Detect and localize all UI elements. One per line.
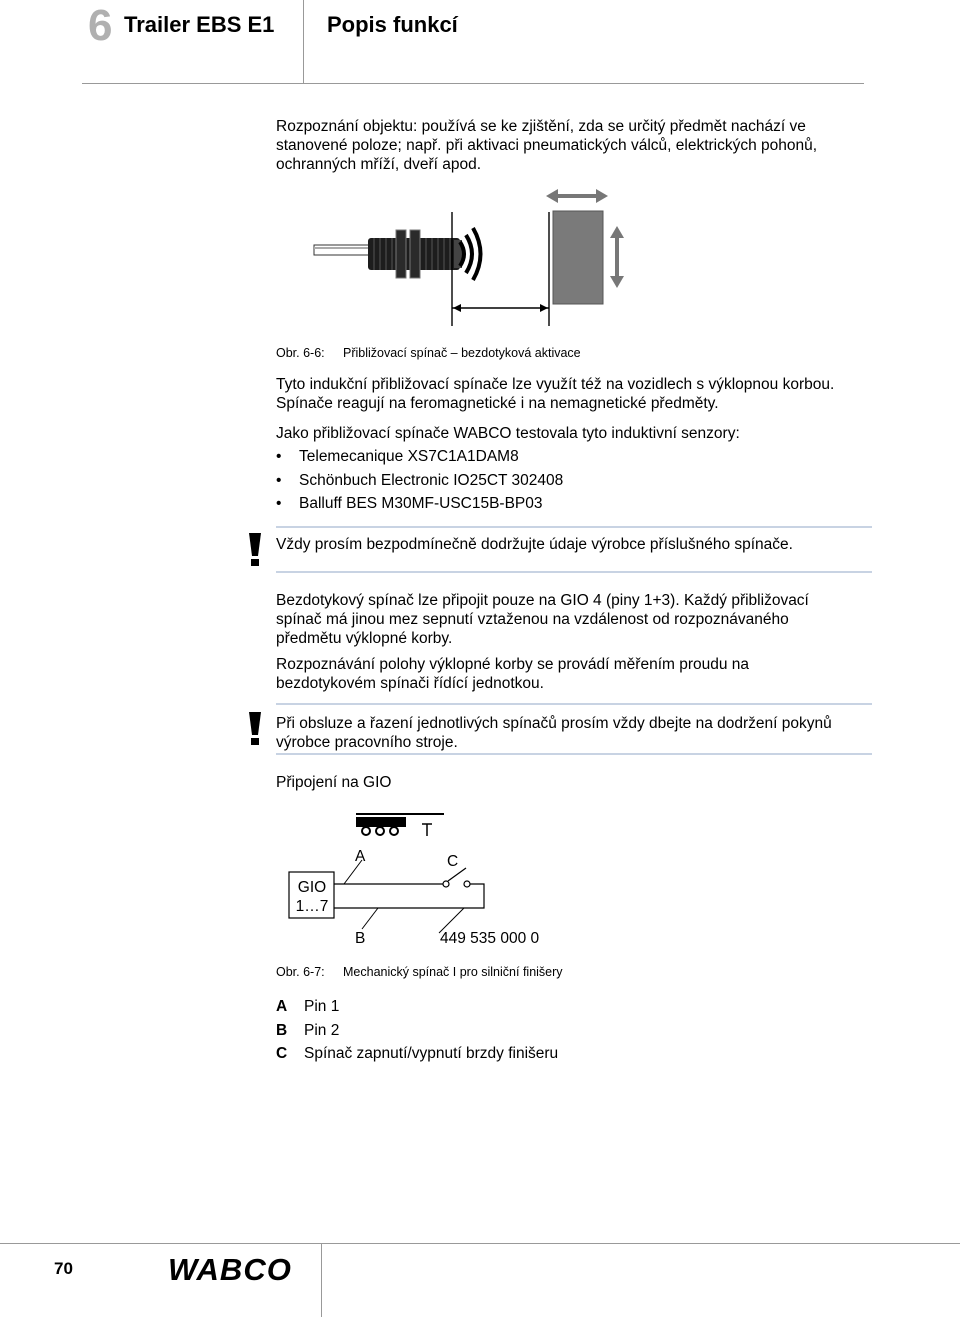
connection-heading: Připojení na GIO	[276, 774, 392, 791]
legend-item	[276, 997, 836, 1021]
legend-text: Pin 2	[304, 1021, 340, 1039]
footer-divider	[0, 1243, 960, 1244]
paragraph-inductive-switches: Tyto indukční přibližovací spínače lze využít též na vozidlech s výklopnou korbou. Spínače reagují na feromagnetické i na nemagnetické předměty.	[276, 376, 835, 412]
legend-key: C	[276, 1045, 288, 1062]
paragraph-position-detection: Rozpoznávání polohy výklopné korby se provádí měřením proudu na bezdotykovém spínači řídící jednotkou.	[276, 656, 750, 692]
legend-text: Pin 1	[304, 998, 340, 1015]
intro-paragraph: Rozpoznání objektu: používá se ke zjištění, zda se určitý předmět nachází ve stanovené poloze; např. při aktivaci pneumatických válců, elektrických pohonů, ochranných mříží, dveří apod.	[276, 118, 818, 173]
header-divider-vertical	[303, 0, 304, 84]
diagram-label-a: A	[355, 848, 366, 865]
exclamation-icon	[246, 712, 264, 746]
chapter-title: Trailer EBS E1	[124, 12, 275, 37]
diagram-label-c: C	[447, 853, 459, 870]
warning-border-top	[276, 526, 872, 528]
list-item: • Schönbuch Electronic IO25CT 302408	[276, 471, 836, 495]
warning-manufacturer-data: Vždy prosím bezpodmínečně dodržujte údaje výrobce příslušného spínače.	[276, 536, 793, 553]
warning-border-bottom	[276, 571, 872, 573]
figure2-label: Obr. 6-7:	[276, 965, 325, 979]
figure1-label: Obr. 6-6:	[276, 346, 325, 360]
gio-label: GIO	[297, 879, 327, 896]
page-number: 70	[54, 1259, 73, 1278]
figure1-caption: Přibližovací spínač – bezdotyková aktivace	[343, 346, 581, 360]
warning-border-bottom	[276, 753, 872, 755]
sensor-list	[276, 447, 836, 518]
diagram-legend	[276, 997, 836, 1068]
exclamation-icon	[246, 533, 264, 567]
paragraph-gio-connection: Bezdotykový spínač lze připojit pouze na GIO 4 (piny 1+3). Každý přibližovací spínač má jinou mez sepnutí vztaženou na vzdálenost od rozpoznávaného předmětu výklopné korby.	[276, 592, 809, 647]
figure2-caption: Mechanický spínač I pro silniční finišery	[343, 965, 563, 979]
wabco-logo: WABCO	[168, 1252, 292, 1287]
list-item: • Balluff BES M30MF-USC15B-BP03	[276, 494, 836, 518]
legend-text: Spínač zapnutí/vypnutí brzdy finišeru	[304, 1045, 559, 1062]
legend-item	[276, 1044, 836, 1068]
proximity-sensor-figure	[310, 186, 640, 328]
legend-key: B	[276, 1021, 288, 1039]
gio-pin-range: 1…7	[295, 898, 329, 915]
warning-border-top	[276, 703, 872, 705]
chapter-number: 6	[88, 1, 113, 50]
footer-divider-vertical	[321, 1243, 322, 1317]
part-number: 449 535 000 0	[440, 930, 540, 947]
section-title: Popis funkcí	[327, 12, 458, 37]
paragraph-tested-sensors: Jako přibližovací spínače WABCO testovala tyto induktivní senzory:	[276, 425, 740, 442]
warning-machine-manufacturer: Při obsluze a řazení jednotlivých spínačů prosím vždy dbejte na dodržení pokynů výrobce pracovního stroje.	[276, 715, 832, 751]
legend-key: A	[276, 998, 288, 1015]
list-item: • Telemecanique XS7C1A1DAM8	[276, 447, 836, 471]
header-divider-horizontal	[82, 83, 864, 84]
legend-item	[276, 1021, 836, 1045]
diagram-label-b: B	[355, 930, 366, 947]
